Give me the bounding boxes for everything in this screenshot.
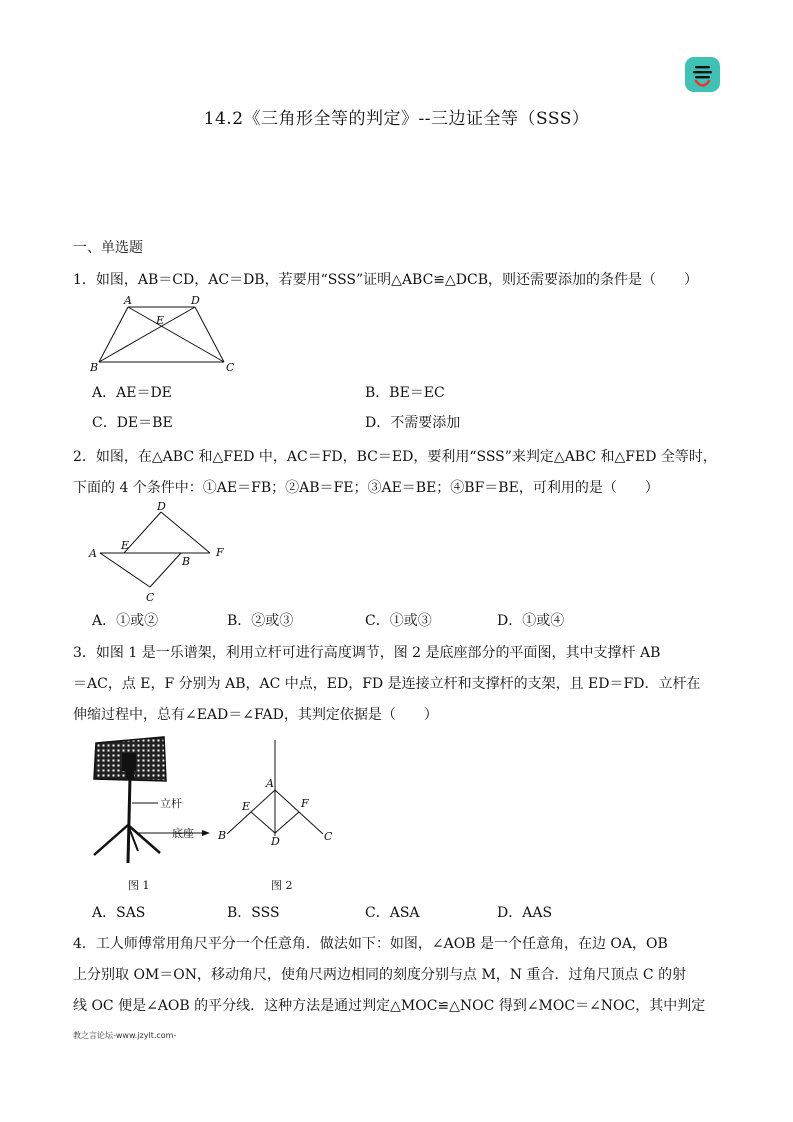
fig3-label-b: B xyxy=(218,829,227,842)
question-1-option-a[interactable]: A．AE＝DE xyxy=(92,385,172,401)
question-2-line-1: 2．如图，在△ABC 和△FED 中，AC＝FD，BC＝ED，要利用“SSS”来判定△ABC 和△FED 全等时， xyxy=(73,449,717,465)
fig1-label-c: C xyxy=(226,361,235,374)
fig1-label-e: E xyxy=(156,314,165,327)
site-logo xyxy=(685,57,720,92)
fig2-label-e: E xyxy=(121,539,130,552)
question-2-option-d[interactable]: D．①或④ xyxy=(497,613,565,629)
question-1-text: 1．如图，AB＝CD，AC＝DB，若要用“SSS”证明△ABC≌△DCB，则还需要添加的条件是（ ） xyxy=(73,272,699,288)
question-3-option-b[interactable]: B．SSS xyxy=(227,905,280,921)
fig2-label-d: D xyxy=(157,500,166,513)
question-2-option-a[interactable]: A．①或② xyxy=(92,613,159,629)
fig3-label-d: D xyxy=(271,835,280,848)
fig1-label-b: B xyxy=(90,361,99,374)
question-2-option-b[interactable]: B．②或③ xyxy=(227,613,294,629)
fig3-label-a: A xyxy=(266,777,274,790)
section-heading: 一、单选题 xyxy=(73,240,143,256)
label-fig1: 图 1 xyxy=(128,879,150,892)
question-1-option-c[interactable]: C．DE＝BE xyxy=(92,415,173,431)
footer-text: 教之言论坛-www.jzylt.com- xyxy=(73,1031,177,1040)
question-3-option-d[interactable]: D．AAS xyxy=(497,905,553,921)
question-4-line-3: 线 OC 便是∠AOB 的平分线．这种方法是通过判定△MOC≌△NOC 得到∠MOC＝∠NOC，其中判定 xyxy=(73,998,706,1014)
question-1-option-b[interactable]: B．BE＝EC xyxy=(365,385,445,401)
question-4-line-2: 上分别取 OM＝ON，移动角尺，使角尺两边相同的刻度分别与点 M，N 重合．过角尺顶点 C 的射 xyxy=(73,967,687,983)
question-3-line-3: 伸缩过程中，总有∠EAD＝∠FAD，其判定依据是（ ） xyxy=(73,707,438,723)
label-pole: 立杆 xyxy=(160,797,182,810)
label-fig2: 图 2 xyxy=(271,879,293,892)
fig1-label-d: D xyxy=(191,295,200,307)
fig2-label-b: B xyxy=(182,555,191,568)
fig3-label-c: C xyxy=(324,830,333,843)
fig3-label-f: F xyxy=(301,797,309,810)
fig2-label-a: A xyxy=(89,547,97,560)
question-1-option-d[interactable]: D．不需要添加 xyxy=(365,415,461,431)
question-3-line-1: 3．如图 1 是一乐谱架，利用立杆可进行高度调节，图 2 是底座部分的平面图，其中支撑杆 AB xyxy=(73,645,661,661)
question-4-line-1: 4．工人师傅常用角尺平分一个任意角．做法如下：如图，∠AOB 是一个任意角，在边 OA，OB xyxy=(73,936,668,952)
fig2-label-c: C xyxy=(146,591,155,604)
fig2-label-f: F xyxy=(216,546,224,559)
fig1-label-a: A xyxy=(124,295,132,307)
question-3-option-c[interactable]: C．ASA xyxy=(365,905,420,921)
question-2-figure xyxy=(85,498,235,606)
label-base: 底座 xyxy=(172,827,194,840)
music-stand-figure xyxy=(86,733,226,893)
question-3-line-2: ＝AC，点 E，F 分别为 AB，AC 中点，ED，FD 是连接立杆和支撑杆的支架，且 ED＝FD．立杆在 xyxy=(73,676,701,692)
question-3-option-a[interactable]: A．SAS xyxy=(92,905,146,921)
question-1-figure xyxy=(88,295,238,375)
question-2-line-2: 下面的 4 个条件中：①AE＝FB；②AB＝FE；③AE＝BE；④BF＝BE，可利用的是（ ） xyxy=(73,480,659,496)
fig3-label-e: E xyxy=(242,800,251,813)
question-2-option-c[interactable]: C．①或③ xyxy=(365,613,432,629)
question-3-figure-2 xyxy=(217,738,337,893)
page-title: 14.2《三角形全等的判定》--三边证全等（SSS） xyxy=(203,109,590,129)
